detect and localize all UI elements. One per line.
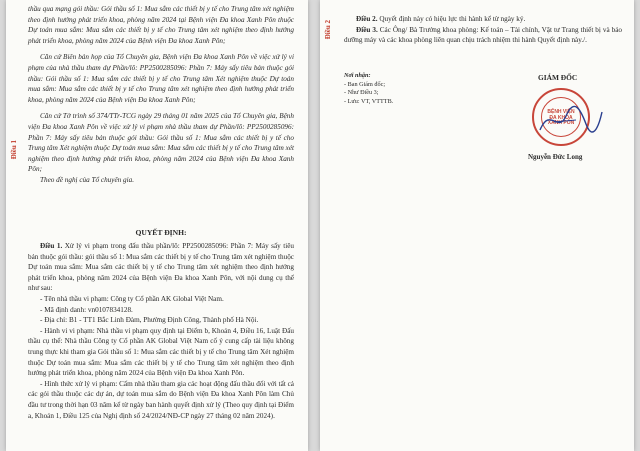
article-3-label: Điều 3. — [356, 25, 378, 34]
preamble-paragraph-1: thầu qua mạng gói thầu: Gói thầu số 1: Mua sắm các thiết bị y tế cho Trung tâm xét nghiệm theo định hướng phát triển khoa, phòng năm 2024 tại Bệnh viện Đa khoa Xanh Pôn thuộc Dự toán mua sắm: Mua sắm các thiết bị y tế cho Trung tâm xét nghiệm theo định hướng phát triển khoa, phòng năm 2024 của Bệnh viện Đa khoa Xanh Pôn; — [28, 5, 294, 45]
article-2-text: Quyết định này có hiệu lực thi hành kể từ ngày ký. — [377, 15, 526, 23]
preamble-paragraph-4: Theo đề nghị của Tổ chuyên gia. — [40, 175, 135, 184]
recipient-item: - Ban Giám đốc; — [344, 80, 386, 88]
bullet-address: - Địa chỉ: B1 - TT1 Bắc Linh Đàm, Phường Định Công, Thành phố Hà Nội. — [40, 316, 259, 325]
bullet-penalty: - Hình thức xử lý vi phạm: Cấm nhà thầu tham gia các hoạt động đấu thầu đối với tất cả các gói thầu thuộc các dự án, dự toán mua sắm do Bệnh viện Đa khoa Xanh Pôn làm Chủ đầu tư trong thời hạn 03 năm kể từ ngày ban hành quyết định xử lý (Theo quy định tại Điểm a, Khoản 1, Điều 125 của Nghị định số 24/2024/NĐ-CP ngày 27 tháng 02 năm 2024). — [28, 379, 294, 420]
page-marker-left: Điều 1 — [10, 140, 18, 160]
signer-name: Nguyễn Đức Long — [528, 153, 583, 161]
bullet-identifier: - Mã định danh: vn0107834128. — [40, 305, 133, 314]
signature-icon — [536, 100, 606, 140]
preamble — [28, 4, 294, 186]
article-2-label: Điều 2. — [356, 15, 378, 23]
article-1-text: Xử lý vi phạm trong đấu thầu phần/lô: PP2500285096: Phần 7: Máy sấy tiêu bản thuộc gói thầu: gói thầu số 1: Mua sắm các thiết bị y tế cho Trung tâm xét nghiệm thuộc Dự toán mua sắm: Mua sắm các thiết bị y tế cho Trung tâm xét nghiệm theo định hướng phát triển khoa, phòng năm 2024 của Bệnh viện Đa khoa Xanh Pôn, với nội dung cụ thể như sau: — [28, 242, 295, 293]
recipients-block — [344, 72, 464, 106]
bullet-contractor-name: - Tên nhà thầu vi phạm: Công ty Cổ phần AK Global Việt Nam. — [40, 294, 224, 303]
page-marker-right: Điều 2 — [324, 20, 332, 40]
recipients-title: Nơi nhận: — [344, 72, 371, 79]
article-3-text: Các Ông/ Bà Trưởng khoa phòng: Kế toán – Tài chính, Vật tư Trang thiết bị và bảo dưỡng máy và các khoa phòng liên quan chịu trách nhiệm thi hành Quyết định này./. — [344, 25, 623, 45]
decision-heading: QUYẾT ĐỊNH: — [135, 228, 187, 237]
document-page-left — [6, 0, 308, 451]
document-page-right — [320, 0, 634, 451]
article-1-label: Điều 1. — [40, 242, 63, 250]
recipient-item: - Lưu: VT, VTTTB. — [344, 97, 394, 105]
recipient-item: - Như Điều 3; — [344, 89, 379, 97]
articles-2-3 — [344, 14, 622, 46]
signer-title: GIÁM ĐỐC — [538, 73, 578, 82]
article-1 — [28, 241, 294, 421]
stamp-text: BỆNH VIỆN ĐA KHOA XANH PÔN — [547, 109, 575, 127]
preamble-paragraph-3: Căn cứ Tờ trình số 374/TTr-TCG ngày 29 tháng 01 năm 2025 của Tổ Chuyên gia, Bệnh viện Đa khoa Xanh Pôn về việc xử lý vi phạm nhà thầu tham dự Phần/lô: PP2500285096: Phần 7: Máy sấy tiêu bản thuộc gói thầu: Gói thầu số 1: Mua sắm các thiết bị y tế cho Trung tâm Xét nghiệm thuộc Dự toán mua sắm: Mua sắm các thiết bị y tế cho Trung tâm xét nghiệm theo định hướng phát triển khoa, phòng năm 2024 của Bệnh viện Đa khoa Xanh Pôn; — [28, 112, 294, 174]
preamble-paragraph-2: Căn cứ Biên bản họp của Tổ Chuyên gia, Bệnh viện Đa khoa Xanh Pôn về việc xử lý vi phạm của nhà thầu tham dự Phần/lô: PP2500285096: Phần 7: Máy sấy tiêu bản thuộc gói thầu: Gói thầu số 1: Mua sắm các thiết bị y tế cho Trung tâm Xét nghiệm thuộc Dự toán mua sắm: Mua sắm các thiết bị y tế cho Trung tâm xét nghiệm theo định hướng phát triển khoa, phòng năm 2024 của Bệnh viện Đa khoa Xanh Pôn; — [28, 53, 294, 104]
bullet-violation: - Hành vi vi phạm: Nhà thầu vi phạm quy định tại Điểm b, Khoản 4, Điều 16, Luật Đấu thầu cụ thể: Nhà thầu Công ty Cổ phần AK Global Việt Nam cố ý cung cấp tài liệu không trung thực khi tham gia Gói thầu số 1: Mua sắm các thiết bị y tế cho Trung tâm Xét nghiệm thuộc Dự toán mua sắm: Mua sắm các thiết bị y tế cho Trung tâm xét nghiệm theo định hướng phát triển khoa, phòng năm 2024 của Bệnh viện Đa khoa Xanh Pôn. — [28, 326, 294, 378]
